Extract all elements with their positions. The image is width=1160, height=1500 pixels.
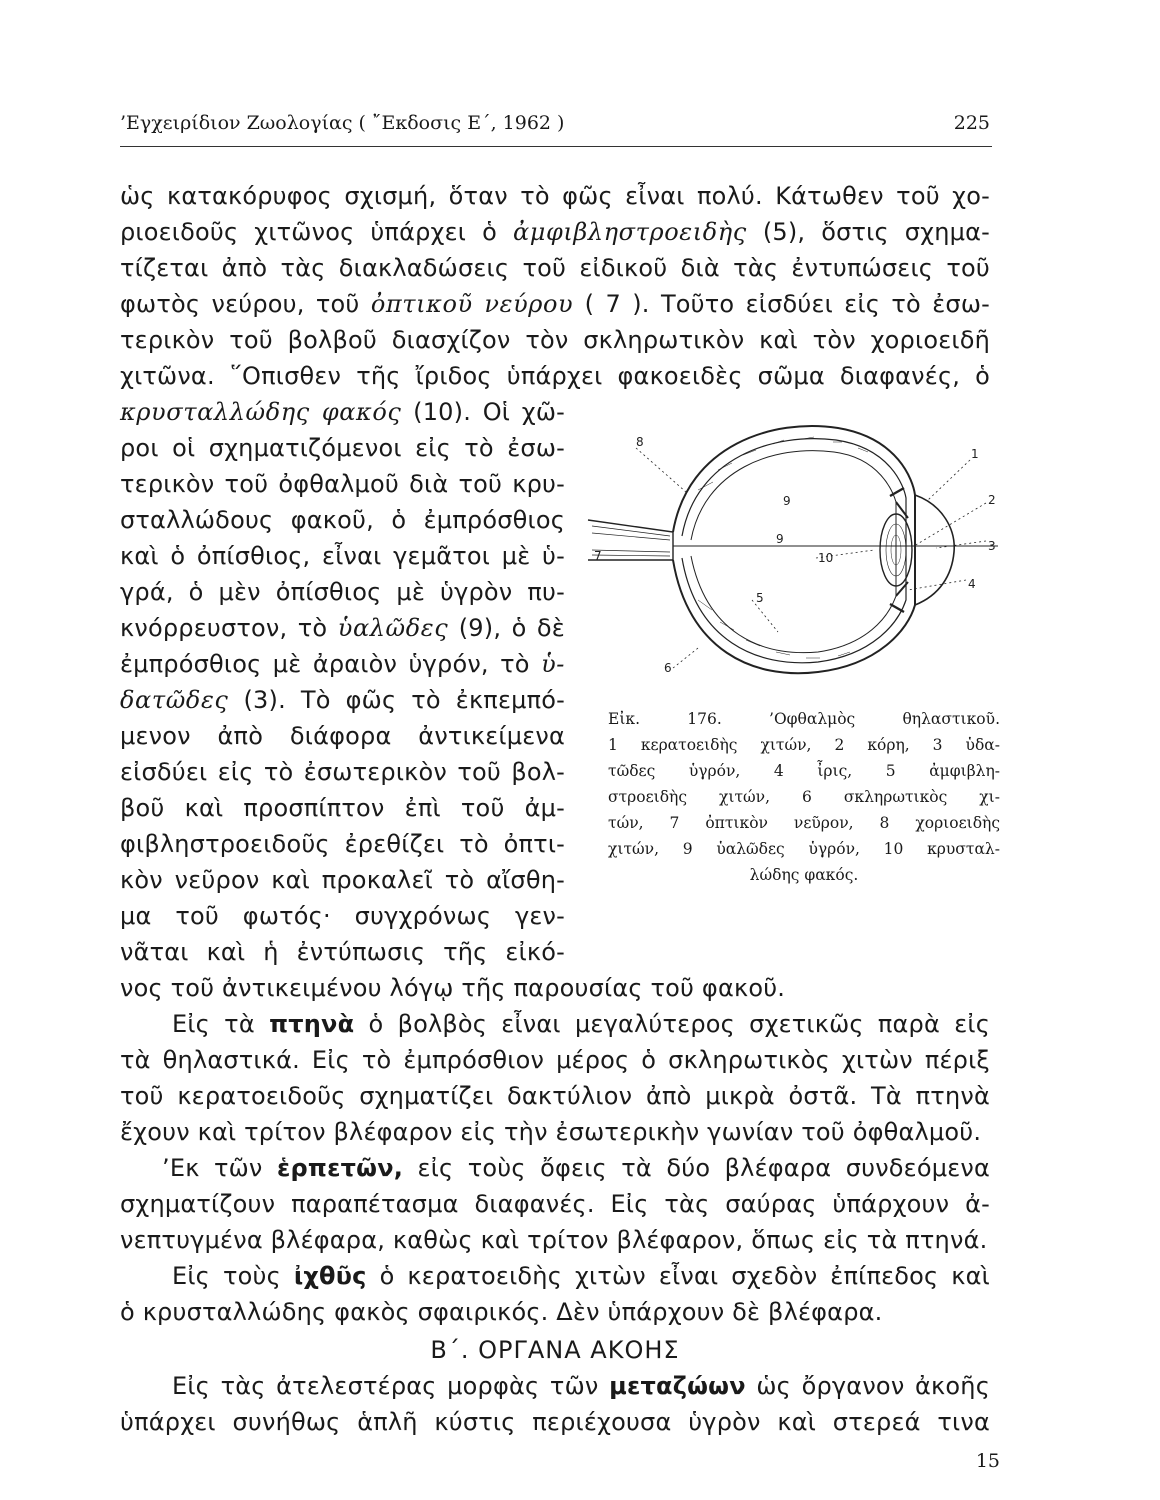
text-line: νᾶται καὶ ἡ ἐντύπωσις τῆς εἰκό- (120, 938, 565, 966)
text-line: νος τοῦ ἀντικειμένου λόγῳ τῆς παρουσίας τοῦ φακοῦ. (120, 974, 786, 1002)
text-line: ἐμπρόσθιος μὲ ἀραιὸν ὑγρόν, τὸ ὑ- (120, 650, 565, 678)
eye-diagram (578, 400, 1008, 700)
figure-label: 1 (971, 447, 979, 461)
running-title: ’Εγχειρίδιον Ζωολογίας ( ῎Εκδοσις Ε΄, 1962 ) (120, 112, 565, 134)
figure-label: 10 (818, 551, 834, 565)
text-line: γρά, ὁ μὲν ὀπίσθιος μὲ ὑγρὸν πυ- (120, 578, 565, 606)
text-line: ἔχουν καὶ τρίτον βλέφαρον εἰς τὴν ἐσωτερικὴν γωνίαν τοῦ ὀφθαλμοῦ. (120, 1118, 982, 1146)
text-line: φωτὸς νεύρου, τοῦ ὀπτικοῦ νεύρου ( 7 ). Τοῦτο εἰσδύει εἰς τὸ ἐσω- (120, 290, 990, 318)
text-line: ’Εκ τῶν ἑρπετῶν, εἰς τοὺς ὄφεις τὰ δύο βλέφαρα συνδεόμενα (162, 1154, 991, 1182)
text-line: κνόρρευστον, τὸ ὑαλῶδες (9), ὁ δὲ (120, 614, 565, 642)
figure-label: 2 (988, 493, 996, 507)
figure-label: 3 (988, 539, 996, 553)
text-line: τερικὸν τοῦ βολβοῦ διασχίζον τὸν σκληρωτικὸν καὶ τὸν χοριοειδῆ (120, 326, 990, 354)
figure-label: 4 (968, 577, 976, 591)
retina (691, 451, 896, 653)
page-number: 225 (953, 112, 990, 134)
text-line: Εἰς τὰ πτηνὰ ὁ βολβὸς εἶναι μεγαλύτερος σχετικῶς παρὰ εἰς (172, 1010, 990, 1038)
signature-mark: 15 (975, 1450, 1000, 1472)
text-line: Εἰς τὰς ἀτελεστέρας μορφὰς τῶν μεταζώων ὡς ὄργανον ἀκοῆς (172, 1372, 990, 1400)
text-line: τὰ θηλαστικά. Εἰς τὸ ἐμπρόσθιον μέρος ὁ σκληρωτικὸς χιτὼν πέριξ (120, 1046, 990, 1074)
text-line: ὁ κρυσταλλώδης φακὸς σφαιρικός. Δὲν ὑπάρχουν δὲ βλέφαρα. (120, 1298, 883, 1326)
header-rule (120, 146, 992, 147)
text-line: ὡς κατακόρυφος σχισμή, ὅταν τὸ φῶς εἶναι πολύ. Κάτωθεν τοῦ χο- (120, 182, 990, 210)
text-line: μενον ἀπὸ διάφορα ἀντικείμενα (120, 722, 565, 750)
text-line: χιτῶνα. ῞Οπισθεν τῆς ἴριδος ὑπάρχει φακοειδὲς σῶμα διαφανές, ὁ (120, 362, 990, 390)
text-line: ροι οἱ σχηματιζόμενοι εἰς τὸ ἐσω- (120, 434, 565, 462)
text-line: νεπτυγμένα βλέφαρα, καθὼς καὶ τρίτον βλέφαρον, ὅπως εἰς τὰ πτηνά. (120, 1226, 988, 1254)
figure-caption: 1 κερατοειδὴς χιτών, 2 κόρη, 3 ὑδα- (608, 736, 1000, 754)
text-line: σταλλώδους φακοῦ, ὁ ἐμπρόσθιος (120, 506, 565, 534)
figure-label: 5 (756, 591, 764, 605)
text-line: τίζεται ἀπὸ τὰς διακλαδώσεις τοῦ εἰδικοῦ διὰ τὰς ἐντυπώσεις τοῦ (120, 254, 990, 282)
text-line: μα τοῦ φωτός· συγχρόνως γεν- (120, 902, 565, 930)
cornea (915, 495, 954, 605)
text-line: ριοειδοῦς χιτῶνος ὑπάρχει ὁ ἀμφιβληστροειδὴς (5), ὅστις σχημα- (120, 218, 990, 246)
text-line: εἰσδύει εἰς τὸ ἐσωτερικὸν τοῦ βολ- (120, 758, 565, 786)
text-line: σχηματίζουν παραπέτασμα διαφανές. Εἰς τὰς σαύρας ὑπάρχουν ἀ- (120, 1190, 990, 1218)
figure-caption: Εἰκ. 176. ’Οφθαλμὸς θηλαστικοῦ. (608, 710, 1000, 728)
figure-caption: στροειδὴς χιτών, 6 σκληρωτικὸς χι- (608, 788, 1000, 806)
figure-label: 9 (783, 494, 791, 508)
text-line: κὸν νεῦρον καὶ προκαλεῖ τὸ αἴσθη- (120, 866, 565, 894)
text-line: καὶ ὁ ὀπίσθιος, εἶναι γεμᾶτοι μὲ ὑ- (120, 542, 565, 570)
text-line: φιβληστροειδοῦς ἐρεθίζει τὸ ὀπτι- (120, 830, 565, 858)
text-line: Εἰς τοὺς ἰχθῦς ὁ κερατοειδὴς χιτὼν εἶναι σχεδὸν ἐπίπεδος καὶ (172, 1262, 990, 1290)
section-heading: Β΄. ΟΡΓΑΝΑ ΑΚΟΗΣ (430, 1336, 680, 1364)
sclera (673, 426, 915, 673)
figure-label: 6 (664, 661, 672, 675)
figure-caption: λώδης φακός. (749, 866, 859, 884)
figure-label: 8 (636, 435, 644, 449)
text-line: ὑπάρχει συνήθως ἁπλῆ κύστις περιέχουσα ὑγρὸν καὶ στερεά τινα (120, 1408, 990, 1436)
text-line: τοῦ κερατοειδοῦς σχηματίζει δακτύλιον ἀπὸ μικρὰ ὀστᾶ. Τὰ πτηνὰ (120, 1082, 990, 1110)
running-header (120, 112, 990, 134)
figure-caption: τών, 7 ὀπτικὸν νεῦρον, 8 χοριοειδὴς (608, 814, 1000, 832)
figure-caption: τῶδες ὑγρόν, 4 ἶρις, 5 ἀμφιβλη- (608, 762, 1000, 780)
figure-label: 9 (776, 532, 784, 546)
figure-caption: χιτών, 9 ὑαλῶδες ὑγρόν, 10 κρυσταλ- (608, 840, 1000, 858)
text-line: βοῦ καὶ προσπίπτον ἐπὶ τοῦ ἀμ- (120, 794, 565, 822)
text-line: κρυσταλλώδης φακός (10). Οἱ χῶ- (120, 398, 566, 426)
text-line: τερικὸν τοῦ ὀφθαλμοῦ διὰ τοῦ κρυ- (120, 470, 565, 498)
text-line: δατῶδες (3). Τὸ φῶς τὸ ἐκπεμπό- (120, 686, 565, 714)
figure-label: 7 (594, 549, 602, 563)
